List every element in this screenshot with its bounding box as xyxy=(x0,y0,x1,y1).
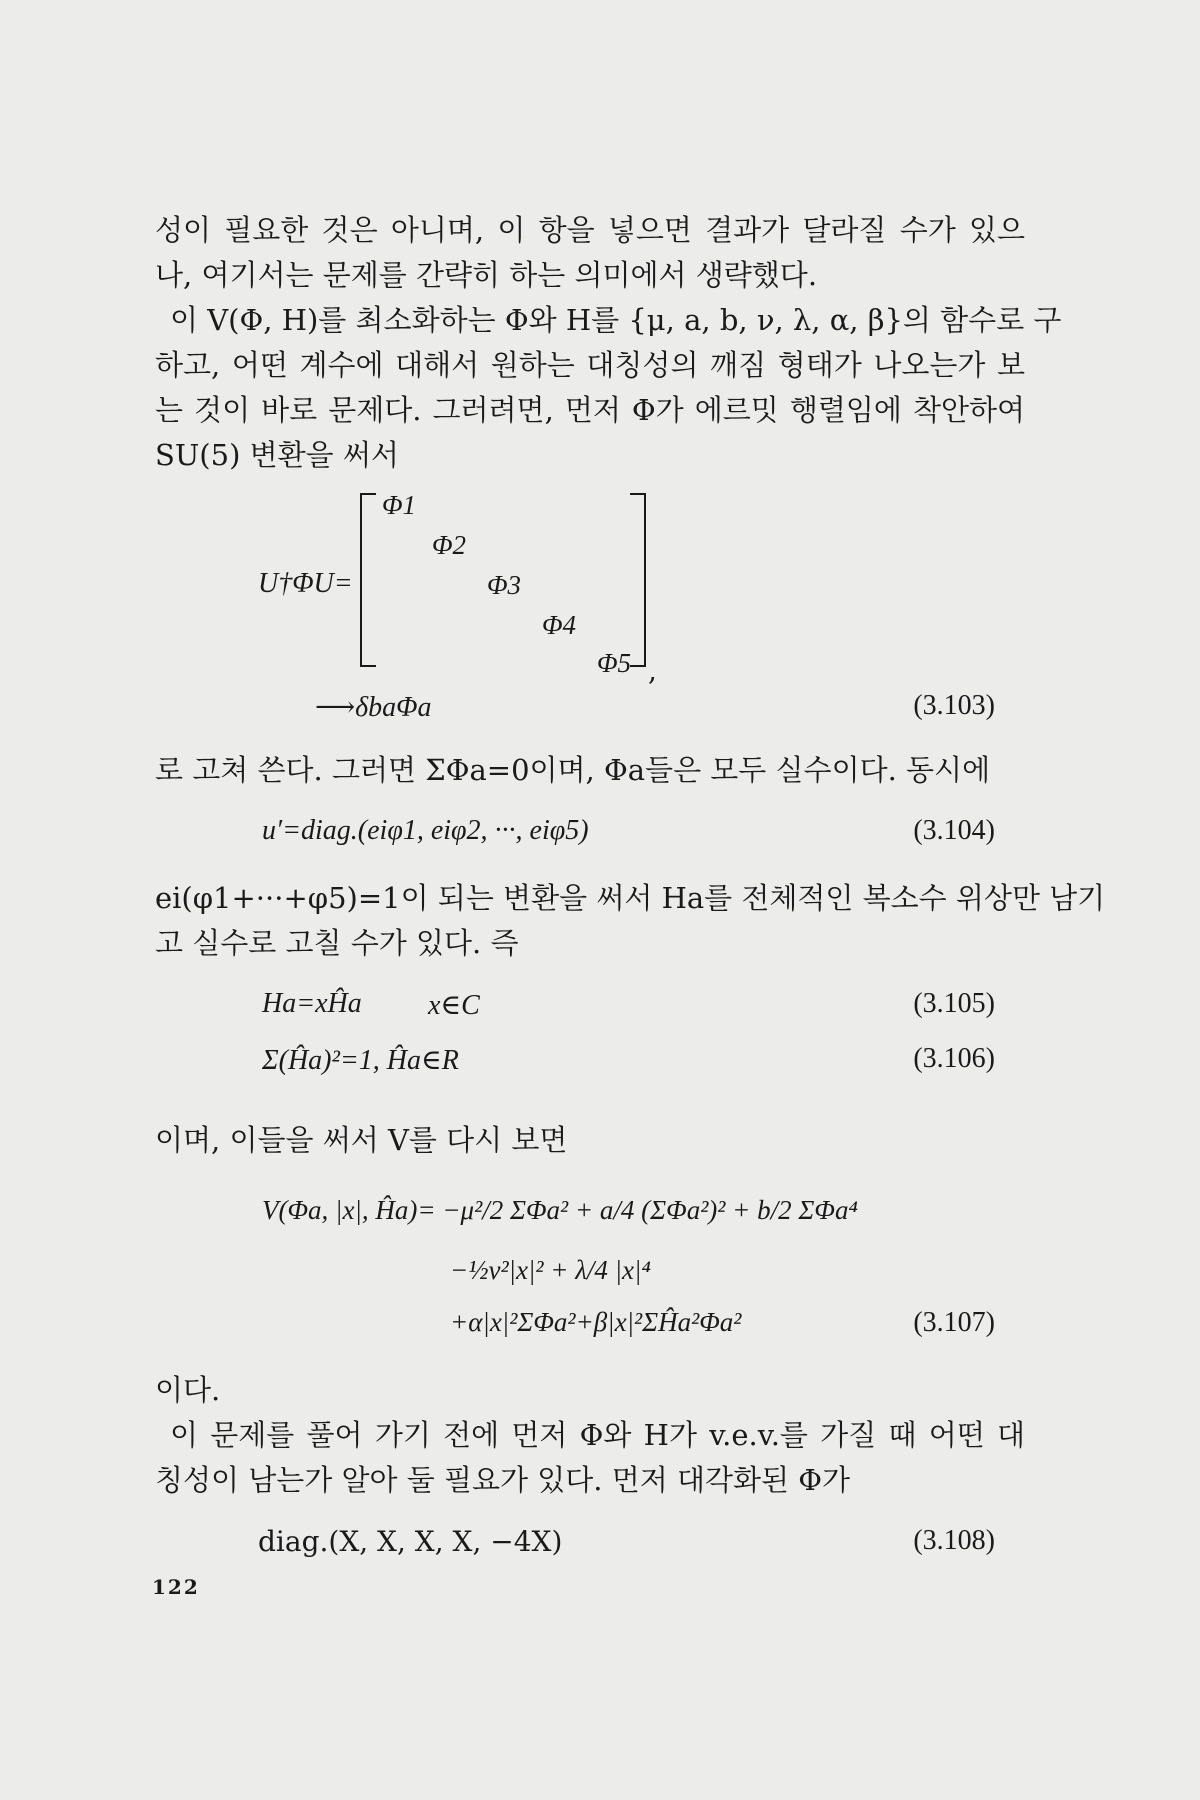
eqnum-3-107: (3.107) xyxy=(913,1307,995,1338)
text-line-4: 하고, 어떤 계수에 대해서 원하는 대칭성의 깨짐 형태가 나오는가 보 xyxy=(155,348,1025,382)
diag-element-5: Φ5 xyxy=(597,648,632,678)
diag-element-1: Φ1 xyxy=(382,490,417,520)
text-line-10: 이며, 이들을 써서 V를 다시 보면 xyxy=(155,1123,568,1157)
matrix-right-bracket xyxy=(630,493,646,667)
equation-3-105-right: x∈C xyxy=(428,990,480,1021)
equation-3-107-line-1: V(Φa, |x|, Ĥa)= −μ²/2 ΣΦa² + a/4 (ΣΦa²)² + b/2 ΣΦa⁴ xyxy=(262,1195,858,1225)
matrix-comma: , xyxy=(648,654,657,687)
text-line-7: 로 고쳐 쓴다. 그러면 ΣΦa=0이며, Φa들은 모두 실수이다. 동시에 xyxy=(155,753,991,787)
text-line-1: 성이 필요한 것은 아니며, 이 항을 넣으면 결과가 달라질 수가 있으 xyxy=(155,213,1025,247)
diag-element-3: Φ3 xyxy=(487,570,522,600)
text-line-2: 나, 여기서는 문제를 간략히 하는 의미에서 생략했다. xyxy=(155,258,818,292)
diag-element-2: Φ2 xyxy=(432,530,467,560)
equation-3-107-line-3: +α|x|²ΣΦa²+β|x|²ΣĤa²Φa² xyxy=(450,1307,742,1337)
text-line-8: ei(φ1+···+φ5)=1이 되는 변환을 써서 Ha를 전체적인 복소수 위상만 남기 xyxy=(155,881,1106,915)
text-line-11: 이다. xyxy=(155,1373,221,1407)
equation-3-106: Σ(Ĥa)²=1, Ĥa∈R xyxy=(262,1045,459,1076)
eqnum-3-105: (3.105) xyxy=(913,988,995,1019)
text-line-6: SU(5) 변환을 써서 xyxy=(155,438,399,472)
text-line-9: 고 실수로 고칠 수가 있다. 즉 xyxy=(155,926,519,960)
eqnum-3-103: (3.103) xyxy=(913,690,995,721)
text-line-13: 칭성이 남는가 알아 둘 필요가 있다. 먼저 대각화된 Φ가 xyxy=(155,1463,851,1497)
text-line-5: 는 것이 바로 문제다. 그러려면, 먼저 Φ가 에르밋 행렬임에 착안하여 xyxy=(155,393,1025,427)
diag-element-4: Φ4 xyxy=(542,610,577,640)
arrow-delta: ⟶δbaΦa xyxy=(315,692,432,723)
text-line-12: 이 문제를 풀어 가기 전에 먼저 Φ와 H가 v.e.v.를 가질 때 어떤 대 xyxy=(170,1418,1025,1452)
eqnum-3-104: (3.104) xyxy=(913,815,995,846)
matrix-left-bracket xyxy=(360,493,376,667)
equation-3-104: u′=diag.(eiφ1, eiφ2, ···, eiφ5) xyxy=(262,815,589,846)
text-line-3: 이 V(Φ, H)를 최소화하는 Φ와 H를 {μ, a, b, ν, λ, α, β}의 함수로 구 xyxy=(170,303,1062,337)
equation-3-105-left: Ha=xĤa xyxy=(262,988,362,1019)
equation-3-108: diag.(X, X, X, X, −4X) xyxy=(258,1525,563,1558)
eqnum-3-108: (3.108) xyxy=(913,1525,995,1556)
eqnum-3-106: (3.106) xyxy=(913,1043,995,1074)
page-number: 122 xyxy=(152,1575,200,1599)
equation-3-107-line-2: −½ν²|x|² + λ/4 |x|⁴ xyxy=(450,1255,651,1285)
matrix-lhs: U†ΦU= xyxy=(258,568,353,599)
